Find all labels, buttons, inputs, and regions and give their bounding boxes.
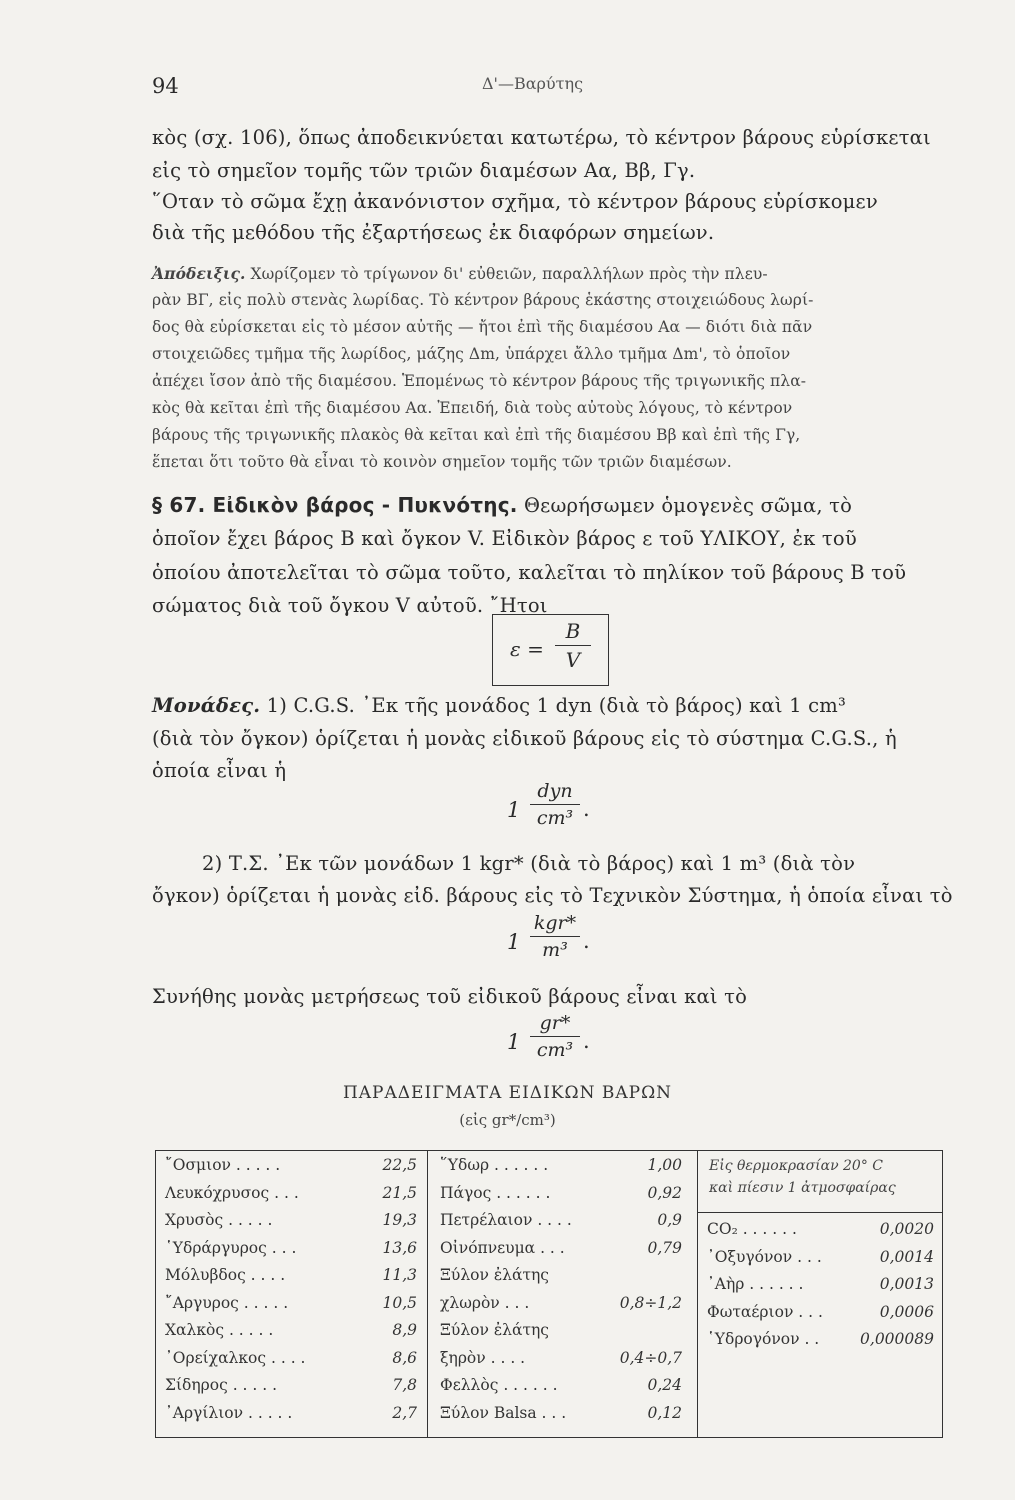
text-line: ῞Οταν τὸ σῶμα ἔχῃ ἀκανόνιστον σχῆμα, τὸ κέντρον βάρους εὑρίσκομεν xyxy=(152,190,878,213)
fraction-period: . xyxy=(583,1029,590,1053)
table-cell-value: 0,0013 xyxy=(879,1275,934,1293)
table-cell-substance: ῾Υδρογόνον . . xyxy=(707,1330,820,1348)
formula-numerator: B xyxy=(565,619,581,643)
table-cell-value: 2,7 xyxy=(392,1403,417,1422)
table-cell-substance: ῾Υδράργυρος . . . xyxy=(165,1238,297,1257)
table-cell-value: 7,8 xyxy=(392,1376,417,1394)
conditions-note: Εἰς θερμοκρασίαν 20° C xyxy=(709,1158,884,1174)
text-line: ὁποία εἶναι ἡ xyxy=(152,759,287,782)
table-cell-substance: Σίδηρος . . . . . xyxy=(165,1376,278,1394)
table-cell-value: 13,6 xyxy=(382,1238,417,1257)
table-cell-substance: Χαλκὸς . . . . . xyxy=(165,1321,274,1339)
fraction-numerator: dyn xyxy=(537,780,573,802)
table-cell-value: 21,5 xyxy=(382,1183,417,1202)
ts-unit-fraction xyxy=(530,912,580,961)
table-cell-value: 0,0020 xyxy=(879,1220,934,1238)
table-cell-value: 8,9 xyxy=(392,1321,417,1339)
table-cell-substance: Ξύλον ἐλάτης xyxy=(440,1321,549,1339)
table-cell-substance: ᾿Οξυγόνον . . . xyxy=(707,1247,822,1266)
fraction-one: 1 xyxy=(507,798,521,822)
text-line: κὸς (σχ. 106), ὅπως ἀποδεικνύεται κατωτέρω, τὸ κέντρον βάρους εὑρίσκεται xyxy=(152,126,931,149)
fraction-one: 1 xyxy=(507,1030,521,1054)
table-cell-value: 10,5 xyxy=(382,1293,417,1312)
table-cell-substance: χλωρὸν . . . xyxy=(440,1293,530,1312)
table-cell-value: 1,00 xyxy=(647,1156,682,1174)
section-heading: § 67. Εἰδικὸν βάρος - Πυκνότης. xyxy=(152,493,518,517)
formula-lhs: ε = xyxy=(510,637,544,661)
table-subtitle: (εἰς gr*/cm³) xyxy=(459,1111,556,1129)
table-cell-value: 0,92 xyxy=(647,1183,682,1202)
table-cell-value: 0,0006 xyxy=(879,1302,934,1321)
text-line: 1) C.G.S. ᾿Εκ τῆς μονάδος 1 dyn (διὰ τὸ βάρος) καὶ 1 cm³ xyxy=(266,694,846,717)
text-line: διὰ τῆς μεθόδου τῆς ἐξαρτήσεως ἐκ διαφόρων σημείων. xyxy=(152,221,715,244)
cgs-unit-fraction xyxy=(530,780,580,829)
text-line: εἰς τὸ σημεῖον τομῆς τῶν τριῶν διαμέσων Αα, Ββ, Γγ. xyxy=(152,159,696,182)
fraction-one: 1 xyxy=(507,930,521,954)
text-line: ὄγκον) ὁρίζεται ἡ μονὰς εἰδ. βάρους εἰς τὸ Τεχνικὸν Σύστημα, ἡ ὁποία εἶναι τὸ xyxy=(152,884,953,907)
table-cell-value: 0,79 xyxy=(647,1238,682,1257)
table-cell-substance: ᾿Αὴρ . . . . . . xyxy=(707,1275,804,1293)
table-cell-substance: Πετρέλαιον . . . . xyxy=(440,1211,572,1229)
fraction-period: . xyxy=(583,929,590,953)
page-number: 94 xyxy=(152,74,179,98)
table-cell-substance: Χρυσὸς . . . . . xyxy=(165,1211,273,1229)
table-cell-value: 0,24 xyxy=(647,1376,682,1394)
fraction-denominator: cm³ xyxy=(536,807,574,829)
table-cell-value: 0,4÷0,7 xyxy=(619,1348,682,1367)
table-divider xyxy=(697,1150,698,1438)
table-divider xyxy=(427,1150,428,1438)
table-cell-value: 0,0014 xyxy=(879,1247,934,1266)
text-line: στοιχειῶδες τμῆμα τῆς λωρίδος, μάζης Δm, ὑπάρχει ἄλλο τμῆμα Δm', τὸ ὁποῖον xyxy=(152,345,791,363)
fraction-bar xyxy=(530,804,580,805)
table-cell-substance: ξηρὸν . . . . xyxy=(440,1348,526,1367)
proof-lead: Ἀπόδειξις. xyxy=(152,264,246,283)
text-line: Θεωρήσωμεν ὁμογενὲς σῶμα, τὸ xyxy=(523,494,853,517)
table-cell-substance: Οἰνόπνευμα . . . xyxy=(440,1238,565,1257)
table-cell-value: 11,3 xyxy=(382,1266,417,1284)
text-line: ἕπεται ὅτι τοῦτο θὰ εἶναι τὸ κοινὸν σημεῖον τομῆς τῶν τριῶν διαμέσων. xyxy=(152,453,732,471)
formula-fraction xyxy=(555,619,591,672)
formula-denominator: V xyxy=(565,648,581,672)
text-line: βάρους τῆς τριγωνικῆς πλακὸς θὰ κεῖται καὶ ἐπὶ τῆς διαμέσου Ββ καὶ ἐπὶ τῆς Γγ, xyxy=(152,426,801,444)
table-cell-substance: Φωταέριον . . . xyxy=(707,1302,823,1321)
units-lead: Μονάδες. xyxy=(152,694,261,717)
text-line: σώματος διὰ τοῦ ὄγκου V αὐτοῦ. ῎Ητοι xyxy=(152,594,548,617)
table-cell-value: 0,9 xyxy=(657,1211,682,1229)
fraction-numerator: gr* xyxy=(539,1012,571,1034)
table-cell-substance: ῎Αργυρος . . . . . xyxy=(165,1293,289,1312)
text-line: Χωρίζομεν τὸ τρίγωνον δι' εὐθειῶν, παραλλήλων πρὸς τὴν πλευ- xyxy=(250,265,768,283)
fraction-bar xyxy=(530,936,580,937)
text-line: ἀπέχει ἴσον ἀπὸ τῆς διαμέσου. Ἑπομένως τὸ κέντρον βάρους τῆς τριγωνικῆς πλα- xyxy=(152,372,807,390)
text-line: 2) Τ.Σ. ᾿Εκ τῶν μονάδων 1 kgr* (διὰ τὸ βάρος) καὶ 1 m³ (διὰ τὸν xyxy=(202,852,856,875)
text-line: κὸς θὰ κεῖται ἐπὶ τῆς διαμέσου Αα. Ἐπειδή, διὰ τοὺς αὐτοὺς λόγους, τὸ κέντρον xyxy=(152,399,793,417)
fraction-bar xyxy=(530,1036,580,1037)
table-divider xyxy=(697,1212,942,1213)
text-line: Συνήθης μονὰς μετρήσεως τοῦ εἰδικοῦ βάρους εἶναι καὶ τὸ xyxy=(152,985,748,1008)
table-cell-substance: ᾿Ορείχαλκος . . . . xyxy=(165,1348,306,1367)
table-cell-substance: Ξύλον Balsa . . . xyxy=(440,1403,567,1422)
table-cell-substance: Μόλυβδος . . . . xyxy=(165,1266,286,1284)
table-cell-substance: Πάγος . . . . . . xyxy=(440,1183,551,1202)
text-line: δος θὰ εὑρίσκεται εἰς τὸ μέσον αὐτῆς — ἤτοι ἐπὶ τῆς διαμέσου Αα — διότι διὰ πᾶν xyxy=(152,318,813,336)
common-unit-fraction xyxy=(530,1012,580,1061)
conditions-note: καὶ πίεσιν 1 ἀτμοσφαίρας xyxy=(709,1180,896,1196)
text-line: ὁποῖον ἔχει βάρος Β καὶ ὄγκον V. Εἰδικὸν βάρος ε τοῦ ΥΛΙΚΟΥ, ἐκ τοῦ xyxy=(152,527,857,550)
table-cell-substance: ῎Οσμιον . . . . . xyxy=(165,1156,281,1174)
table-cell-value: 19,3 xyxy=(382,1211,417,1229)
running-title: Δ'—Βαρύτης xyxy=(482,74,584,93)
table-cell-substance: Λευκόχρυσος . . . xyxy=(165,1183,299,1202)
table-cell-substance: ῞Υδωρ . . . . . . xyxy=(440,1156,549,1174)
table-cell-substance: ᾿Αργίλιον . . . . . xyxy=(165,1403,293,1422)
text-line: ὁποίου ἀποτελεῖται τὸ σῶμα τοῦτο, καλεῖται τὸ πηλίκον τοῦ βάρους Β τοῦ xyxy=(152,561,907,584)
fraction-bar xyxy=(555,645,591,646)
fraction-numerator: kgr* xyxy=(533,912,577,934)
text-line: ρὰν ΒΓ, εἰς πολὺ στενὰς λωρίδας. Τὸ κέντρον βάρους ἑκάστης στοιχειώδους λωρί- xyxy=(152,291,814,309)
table-cell-value: 0,000089 xyxy=(860,1330,934,1348)
text-line: (διὰ τὸν ὄγκον) ὁρίζεται ἡ μονὰς εἰδικοῦ βάρους εἰς τὸ σύστημα C.G.S., ἡ xyxy=(152,727,897,750)
table-cell-value: 0,12 xyxy=(647,1403,682,1422)
fraction-period: . xyxy=(583,797,590,821)
table-cell-value: 8,6 xyxy=(392,1348,417,1367)
table-title: ΠΑΡΑΔΕΙΓΜΑΤΑ ΕΙΔΙΚΩΝ ΒΑΡΩΝ xyxy=(342,1083,673,1103)
table-cell-value: 22,5 xyxy=(382,1156,417,1174)
table-cell-value: 0,8÷1,2 xyxy=(619,1293,682,1312)
fraction-denominator: m³ xyxy=(542,939,568,961)
table-cell-substance: Ξύλον ἐλάτης xyxy=(440,1266,549,1284)
table-cell-substance: CO₂ . . . . . . xyxy=(707,1220,797,1238)
table-cell-substance: Φελλὸς . . . . . . xyxy=(440,1376,558,1394)
fraction-denominator: cm³ xyxy=(536,1039,574,1061)
formula-box xyxy=(492,614,609,686)
